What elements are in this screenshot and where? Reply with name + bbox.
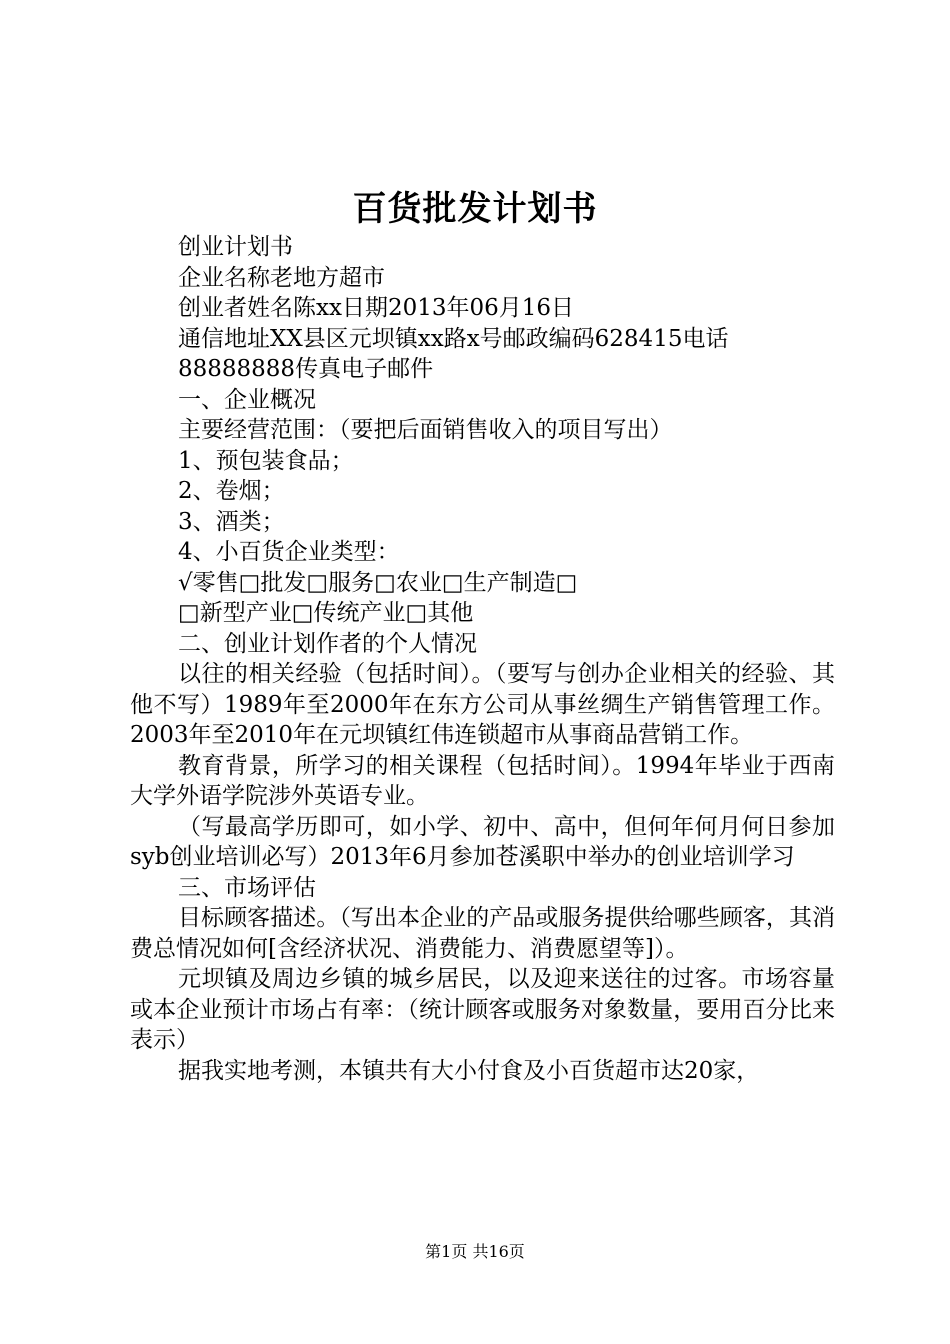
checkbox-line: □新型产业□传统产业□其他 — [178, 600, 474, 626]
text-line: 企业名称老地方超市 — [178, 264, 385, 291]
paragraph: 教育背景，所学习的相关课程（包括时间）。1994年毕业于西南大学外语学院涉外英语专业。 — [130, 752, 835, 809]
paragraph: （写最高学历即可，如小学、初中、高中，但何年何月何日参加syb创业培训必写）2013年6月参加苍溪职中举办的创业培训学习 — [130, 813, 835, 870]
document-body — [130, 232, 835, 1086]
list-item: 2、卷烟； — [178, 478, 285, 504]
list-item: 3、酒类； — [178, 508, 285, 535]
text-line: 创业者姓名陈xx日期2013年06月16日 — [178, 295, 575, 321]
page-footer: 第1页 共16页 — [425, 1242, 525, 1261]
document-title: 百货批发计划书 — [352, 189, 598, 229]
section-heading: 二、创业计划作者的个人情况 — [178, 630, 477, 657]
section-heading: 一、企业概况 — [178, 386, 316, 413]
section-heading: 三、市场评估 — [178, 874, 316, 901]
text-line: 主要经营范围：（要把后面销售收入的项目写出） — [178, 417, 673, 443]
text-line: 88888888传真电子邮件 — [178, 356, 434, 382]
paragraph: 据我实地考测，本镇共有大小付食及小百货超市达20家， — [178, 1057, 760, 1084]
paragraph: 目标顾客描述。（写出本企业的产品或服务提供给哪些顾客，其消费总情况如何[含经济状况、消费能力、消费愿望等]）。 — [130, 905, 835, 962]
text-line: 创业计划书 — [178, 234, 293, 260]
list-item: 4、小百货企业类型： — [178, 539, 400, 565]
paragraph: 以往的相关经验（包括时间）。（要写与创办企业相关的经验、其他不写）1989年至2000年在东方公司从事丝绸生产销售管理工作。2003年至2010年在元坝镇红伟连锁超市从事商品营销工作。 — [130, 661, 835, 748]
paragraph: 元坝镇及周边乡镇的城乡居民，以及迎来送往的过客。市场容量或本企业预计市场占有率：（统计顾客或服务对象数量，要用百分比来表示） — [130, 966, 835, 1053]
list-item: 1、预包装食品； — [178, 447, 354, 474]
text-line: 通信地址XX县区元坝镇xx路x号邮政编码628415电话 — [178, 325, 729, 352]
checkbox-line: √零售□批发□服务□农业□生产制造□ — [178, 569, 578, 596]
